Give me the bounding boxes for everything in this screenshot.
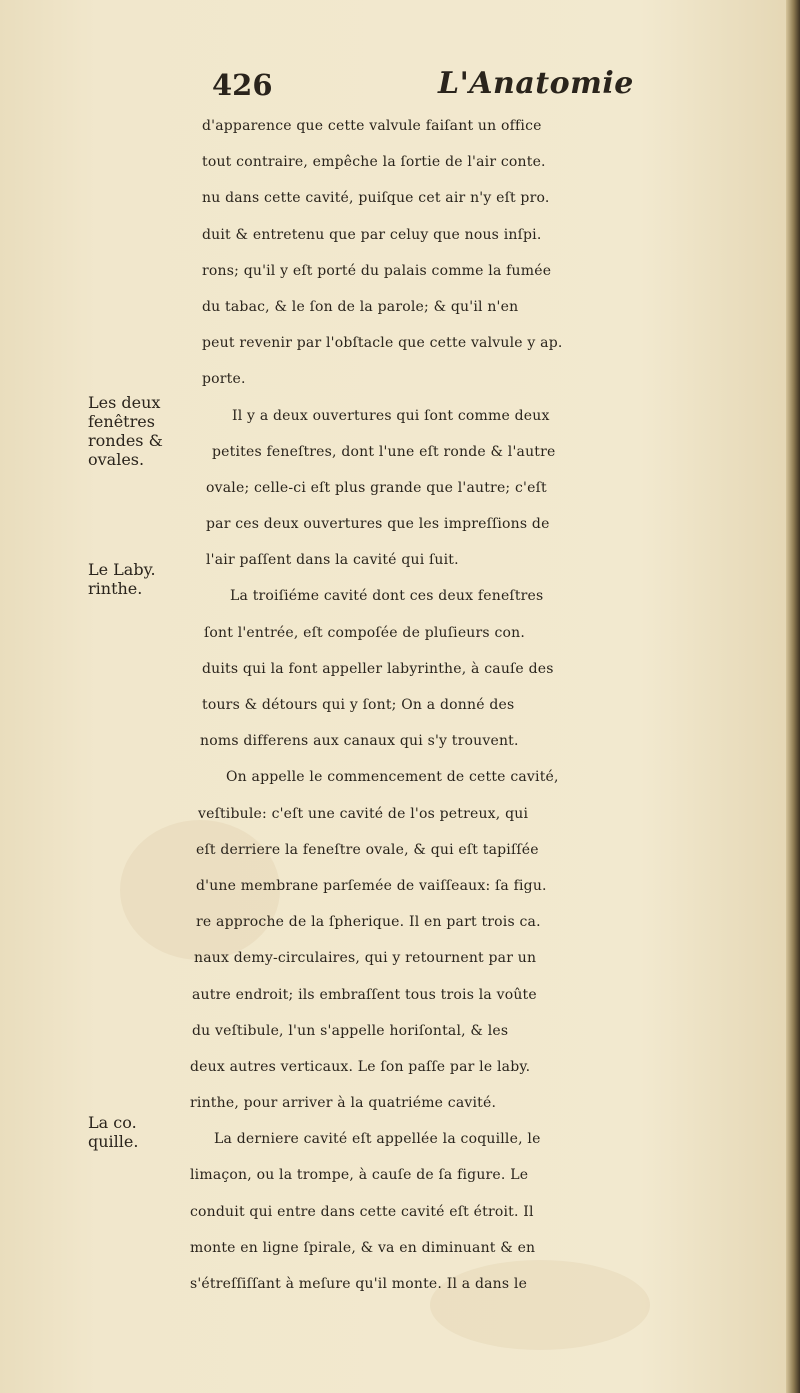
margin-note-line: ovales.	[88, 450, 145, 469]
text-line: petites feneſtres, dont l'une eſt ronde & l'autre	[212, 443, 556, 460]
paragraph-start-line: La troiſiéme cavité dont ces deux feneſtres	[230, 588, 544, 605]
text-line: tout contraire, empêche la ſortie de l'air conte.	[202, 154, 546, 171]
running-title: L'Anatomie	[438, 66, 634, 101]
margin-note-coquille	[88, 1113, 200, 1151]
margin-note-line: quille.	[88, 1132, 139, 1151]
text-line: limaçon, ou la trompe, à cauſe de ſa figure. Le	[190, 1167, 529, 1184]
paragraph-start-line: Il y a deux ouvertures qui ſont comme deux	[232, 407, 550, 424]
text-line: autre endroit; ils embraſſent tous trois la voûte	[192, 986, 537, 1003]
text-line: rons; qu'il y eſt porté du palais comme la fumée	[202, 262, 552, 279]
text-line: du tabac, & le ſon de la parole; & qu'il n'en	[202, 298, 519, 315]
text-line: eſt derriere la feneſtre ovale, & qui eſt tapiſſée	[196, 841, 539, 858]
margin-note-line: rondes &	[88, 431, 163, 450]
paragraph-start-line: On appelle le commencement de cette cavité,	[226, 769, 559, 786]
margin-note-line: fenêtres	[88, 412, 155, 431]
margin-note-line: La co.	[88, 1113, 137, 1132]
text-line: deux autres verticaux. Le ſon paſſe par le laby.	[190, 1058, 531, 1075]
text-line: conduit qui entre dans cette cavité eſt étroit. Il	[190, 1203, 534, 1220]
text-line: nu dans cette cavité, puiſque cet air n'y eſt pro.	[202, 190, 550, 207]
text-line: s'étreſſiſſant à meſure qu'il monte. Il a dans le	[190, 1276, 528, 1292]
text-line: d'apparence que cette valvule faiſant un office	[202, 118, 542, 134]
text-line: rinthe, pour arriver à la quatriéme cavité.	[190, 1095, 497, 1112]
paragraph-start-line: La derniere cavité eſt appellée la coquille, le	[214, 1131, 541, 1148]
text-line: naux demy-circulaires, qui y retournent par un	[194, 950, 537, 967]
body-text	[190, 108, 790, 1302]
page-header	[212, 64, 632, 108]
text-line: noms differens aux canaux qui s'y trouvent.	[200, 733, 519, 750]
text-line: d'une membrane parſemée de vaiſſeaux: ſa figu.	[196, 877, 547, 894]
text-line: veſtibule: c'eſt une cavité de l'os petreux, qui	[198, 805, 529, 822]
text-line: peut revenir par l'obſtacle que cette valvule y ap.	[202, 335, 563, 352]
text-line: du veſtibule, l'un s'appelle horiſontal, & les	[192, 1022, 509, 1039]
text-line: duits qui la font appeller labyrinthe, à cauſe des	[202, 660, 554, 677]
text-line: ovale; celle-ci eſt plus grande que l'autre; c'eſt	[206, 479, 547, 496]
margin-note-fenetres	[88, 393, 200, 469]
text-line: par ces deux ouvertures que les impreſſions de	[206, 516, 550, 533]
margin-note-line: Le Laby.	[88, 560, 156, 579]
text-line: duit & entretenu que par celuy que nous inſpi.	[202, 226, 542, 243]
margin-note-line: rinthe.	[88, 579, 143, 598]
book-spine-edge	[786, 0, 800, 1393]
margin-note-labyrinthe	[88, 560, 200, 598]
text-line: re approche de la ſpherique. Il en part trois ca.	[196, 914, 541, 931]
text-line: monte en ligne ſpirale, & va en diminuant & en	[190, 1239, 536, 1256]
text-line: porte.	[202, 371, 246, 388]
margin-note-line: Les deux	[88, 393, 161, 412]
text-line: ſont l'entrée, eſt compoſée de pluſieurs con.	[204, 624, 525, 641]
page-number: 426	[212, 68, 273, 102]
text-line: tours & détours qui y ſont; On a donné des	[202, 697, 515, 713]
text-line: l'air paſſent dans la cavité qui ſuit.	[206, 552, 459, 569]
